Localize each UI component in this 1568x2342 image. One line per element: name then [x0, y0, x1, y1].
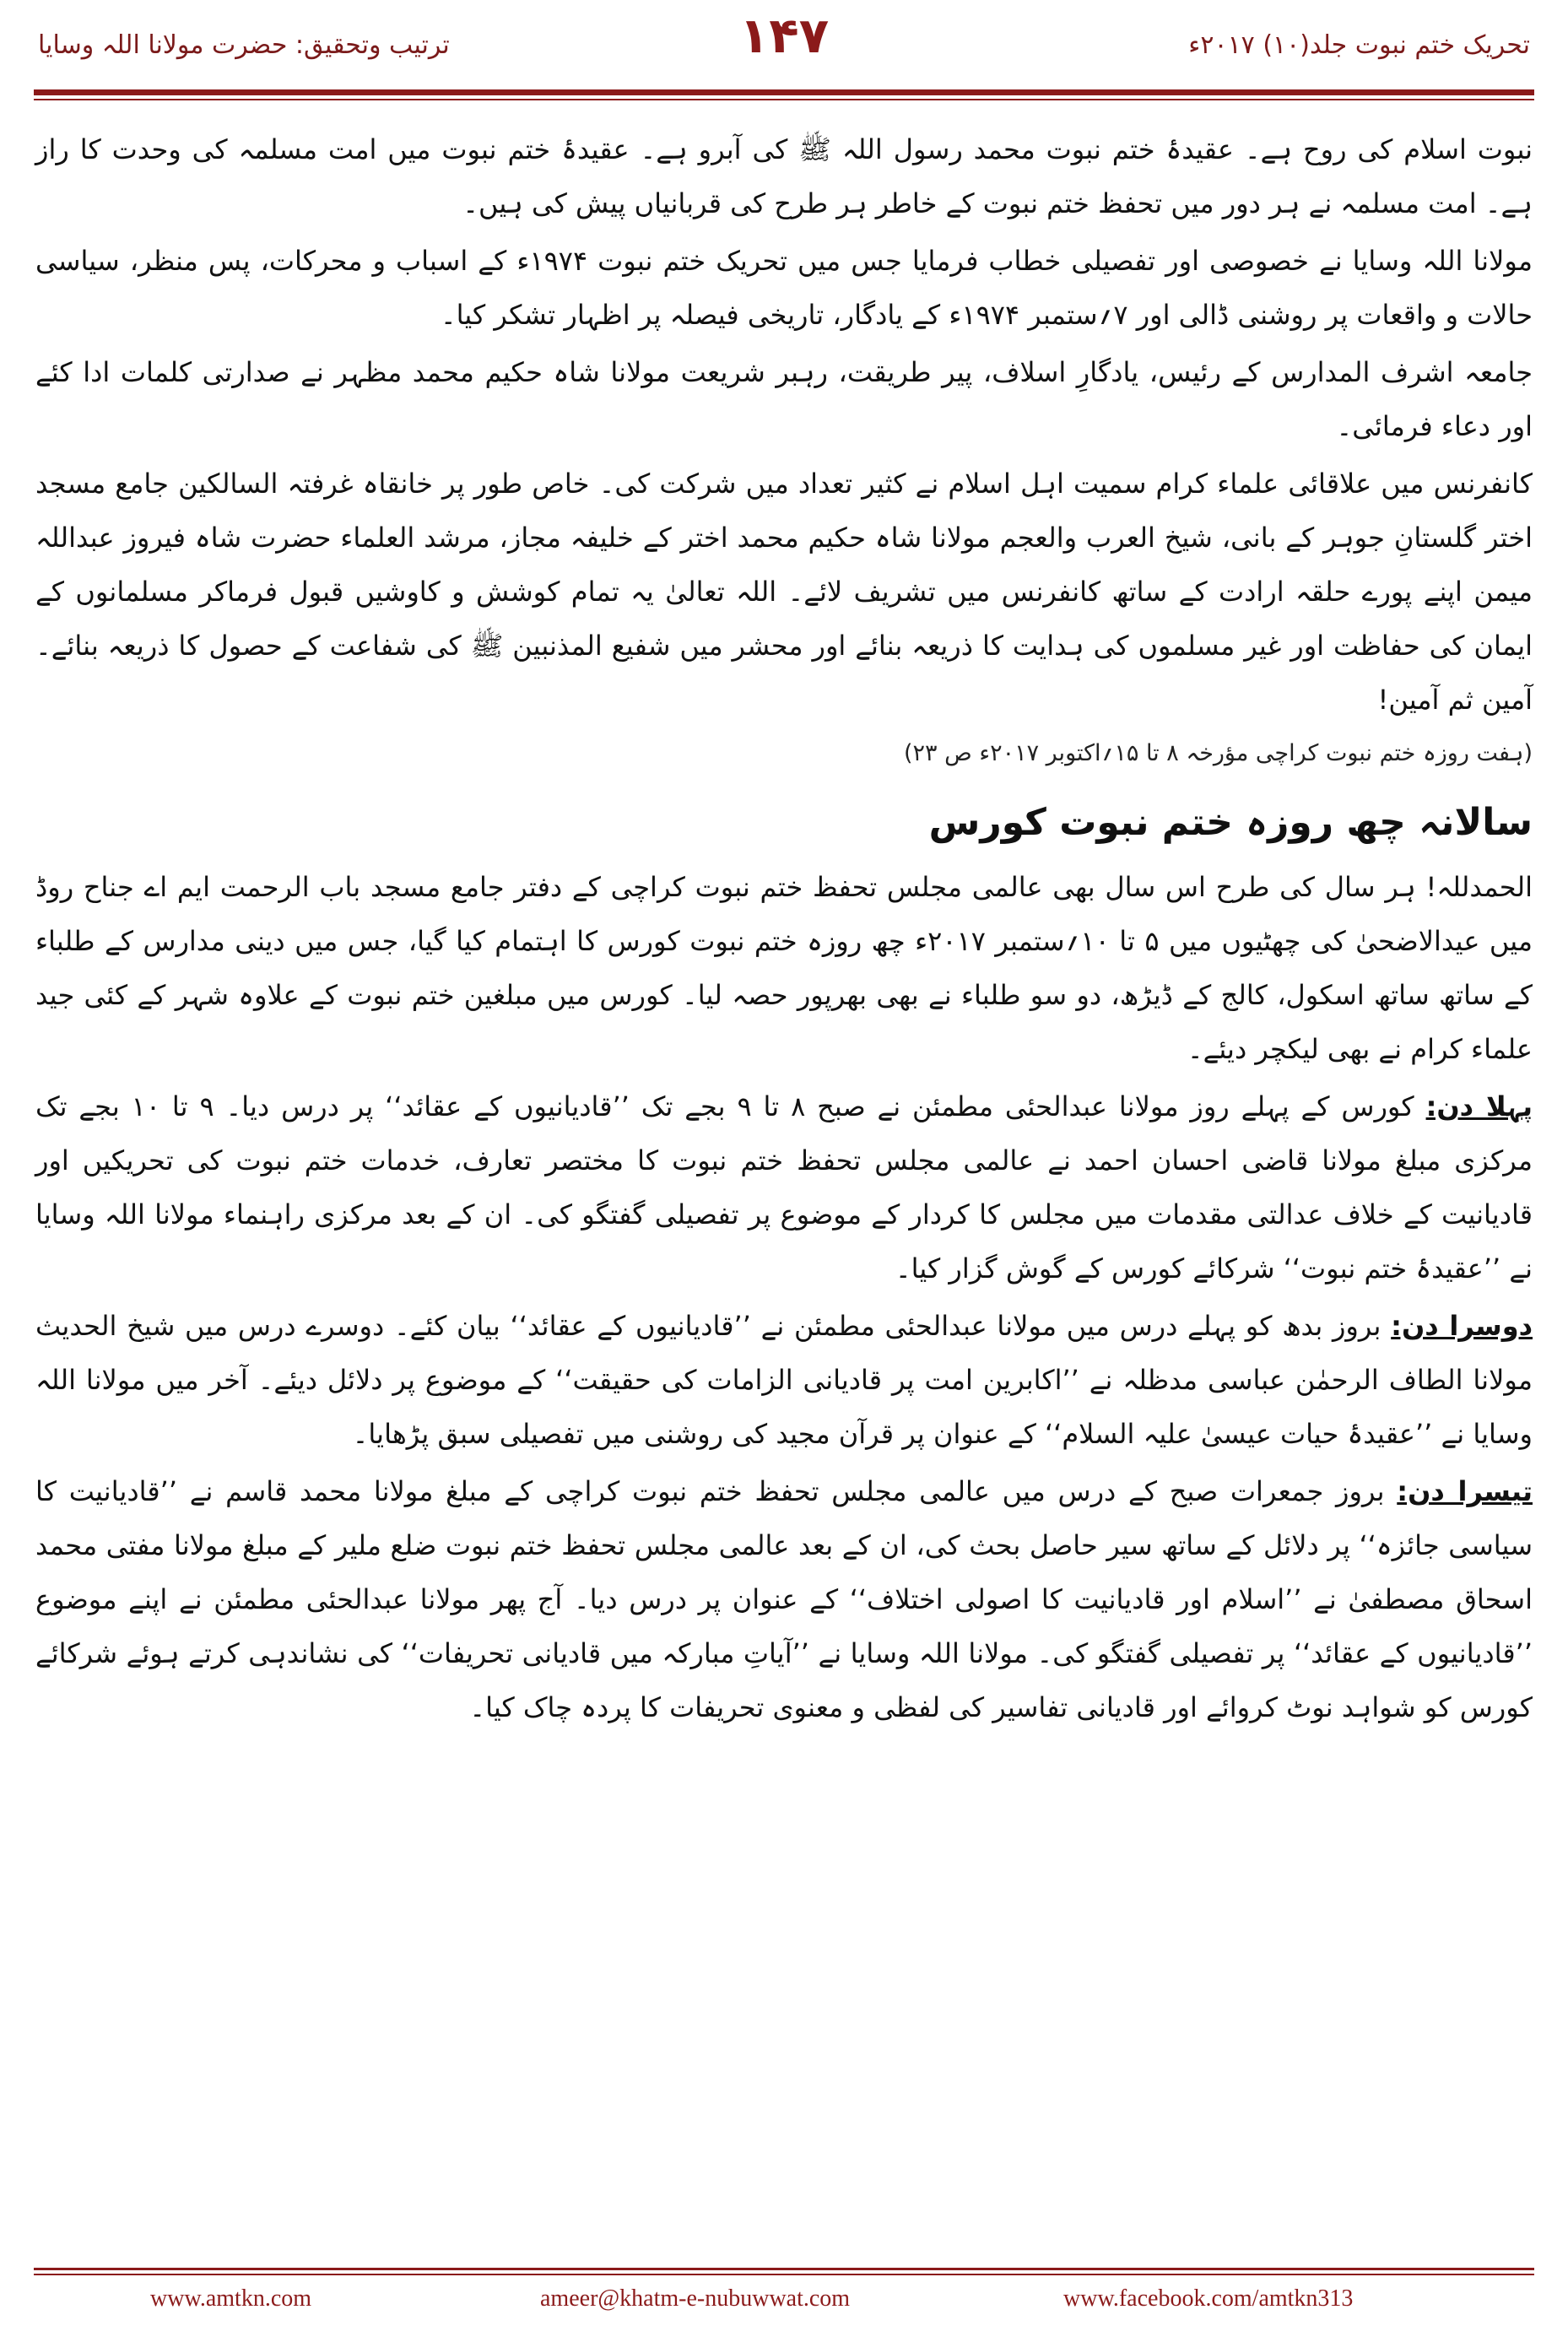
day-3-text: بروز جمعرات صبح کے درس میں عالمی مجلس تحفظ ختم نبوت کراچی کے مبلغ مولانا محمد قاسم نے ’’قادیانیت کا سیاسی جائزہ‘‘ پر دلائل کے ساتھ سیر حاصل بحث کی، ان کے بعد عالمی مجلس تحفظ ختم نبوت ضلع ملیر کے مبلغ مولانا مفتی محمد اسحاق مصطفیٰ نے ’’اسلام اور قادیانیت کا اصولی اختلاف‘‘ کے عنوان پر درس دیا۔ آج پھر مولانا عبدالحئی مطمئن نے اپنے موضوع ’’قادیانیوں کے عقائد‘‘ پر تفصیلی گفتگو کی۔ مولانا اللہ وسایا نے ’’آیاتِ مبارکہ میں قادیانی تحریفات‘‘ کی نشاندہی کرتے ہوئے شرکائے کورس کو شواہد نوٹ کروائے اور قادیانی تفاسیر کی لفظی و معنوی تحریفات کا پردہ چاک کیا۔	[35, 1475, 1533, 1723]
day-1-label: پہلا دن:	[1425, 1090, 1533, 1122]
paragraph-day-2	[35, 1299, 1533, 1461]
footer-website-link[interactable]: www.amtkn.com	[150, 2285, 312, 2312]
source-reference: (ہفت روزہ ختم نبوت کراچی مؤرخہ ۸ تا ۱۵؍اکتوبر ۲۰۱۷ء ص ۲۳)	[903, 740, 1533, 766]
page-number: ۱۴۷	[738, 7, 830, 64]
paragraph-course-intro: الحمدللہ! ہر سال کی طرح اس سال بھی عالمی مجلس تحفظ ختم نبوت کراچی کے دفتر جامع مسجد باب الرحمت ایم اے جناح روڈ میں عیدالاضحیٰ کی چھٹیوں میں ۵ تا ۱۰؍ستمبر ۲۰۱۷ء چھ روزہ ختم نبوت کورس کا اہتمام کیا گیا، جس میں دینی مدارس کے طلباء کے ساتھ ساتھ اسکول، کالج کے ڈیڑھ، دو سو طلباء نے بھی بھرپور حصہ لیا۔ کورس میں مبلغین ختم نبوت کے علاوہ شہر کے کئی جید علماء کرام نے بھی لیکچر دیئے۔	[35, 871, 1533, 1065]
day-1-text: کورس کے پہلے روز مولانا عبدالحئی مطمئن نے صبح ۸ تا ۹ بجے تک ’’قادیانیوں کے عقائد‘‘ پر درس دیا۔ ۹ تا ۱۰ بجے تک مرکزی مبلغ مولانا قاضی احسان احمد نے عالمی مجلس تحفظ ختم نبوت کا مختصر تعارف، خدمات ختم نبوت کی تحریکیں اور قادیانیت کے خلاف عدالتی مقدمات میں مجلس کا کردار کے موضوع پر تفصیلی گفتگو کی۔ ان کے بعد مرکزی راہنماء مولانا اللہ وسایا نے ’’عقیدۂ ختم نبوت‘‘ شرکائے کورس کے گوش گزار کیا۔	[35, 1090, 1533, 1285]
day-2-label: دوسرا دن:	[1391, 1310, 1533, 1342]
paragraph-day-3	[35, 1464, 1533, 1734]
body-text	[35, 122, 1533, 1738]
section-heading: سالانہ چھ روزہ ختم نبوت کورس	[928, 801, 1533, 844]
footer-email-link[interactable]: ameer@khatm-e-nubuwwat.com	[540, 2285, 851, 2312]
footer-rule-thin	[34, 2274, 1534, 2275]
paragraph-intro: نبوت اسلام کی روح ہے۔ عقیدۂ ختم نبوت محمد رسول اللہ ﷺ کی آبرو ہے۔ عقیدۂ ختم نبوت میں امت مسلمہ کی وحدت کا راز ہے۔ امت مسلمہ نے ہر دور میں تحفظ ختم نبوت کے خاطر ہر طرح کی قربانیاں پیش کی ہیں۔	[35, 133, 1533, 219]
header-rule-thick	[34, 89, 1534, 95]
page-footer	[0, 2282, 1568, 2316]
running-header-compiler: ترتیب وتحقیق: حضرت مولانا اللہ وسایا	[38, 30, 450, 60]
header-rule-thin	[34, 99, 1534, 100]
running-header-title: تحریک ختم نبوت جلد(۱۰) ۲۰۱۷ء	[1188, 30, 1530, 60]
paragraph-day-1	[35, 1079, 1533, 1295]
footer-facebook-link[interactable]: www.facebook.com/amtkn313	[1063, 2285, 1354, 2312]
paragraph-presidency: جامعہ اشرف المدارس کے رئیس، یادگارِ اسلاف، پیر طریقت، رہبر شریعت مولانا شاہ حکیم محمد مظہر نے صدارتی کلمات ادا کئے اور دعاء فرمائی۔	[35, 356, 1533, 442]
day-3-label: تیسرا دن:	[1397, 1475, 1533, 1507]
paragraph-speech: مولانا اللہ وسایا نے خصوصی اور تفصیلی خطاب فرمایا جس میں تحریک ختم نبوت ۱۹۷۴ء کے اسباب و محرکات، پس منظر، سیاسی حالات و واقعات پر روشنی ڈالی اور ۷؍ستمبر ۱۹۷۴ء کے یادگار، تاریخی فیصلہ پر اظہار تشکر کیا۔	[35, 245, 1533, 331]
day-2-text: بروز بدھ کو پہلے درس میں مولانا عبدالحئی مطمئن نے ’’قادیانیوں کے عقائد‘‘ بیان کئے۔ دوسرے درس میں شیخ الحدیث مولانا الطاف الرحمٰن عباسی مدظلہ نے ’’اکابرین امت پر قادیانی الزامات کی حقیقت‘‘ کے موضوع پر دلائل دیئے۔ آخر میں مولانا اللہ وسایا نے ’’عقیدۂ حیات عیسیٰ علیہ السلام‘‘ کے عنوان پر قرآن مجید کی روشنی میں تفصیلی سبق پڑھایا۔	[35, 1310, 1533, 1450]
footer-rule-thick	[34, 2268, 1534, 2270]
paragraph-conference: کانفرنس میں علاقائی علماء کرام سمیت اہل اسلام نے کثیر تعداد میں شرکت کی۔ خاص طور پر خانقاہ غرفتہ السالکین جامع مسجد اختر گلستانِ جوہر کے بانی، شیخ العرب والعجم مولانا شاہ حکیم محمد اختر کے خلیفہ مجاز، مرشد العلماء حضرت شاہ فیروز عبداللہ میمن اپنے پورے حلقہ ارادت کے ساتھ کانفرنس میں تشریف لائے۔ اللہ تعالیٰ یہ تمام کوشش و کاوشیں قبول فرماکر مسلمانوں کے ایمان کی حفاظت اور غیر مسلموں کی ہدایت کا ذریعہ بنائے اور محشر میں شفیع المذنبین ﷺ کی شفاعت کے حصول کا ذریعہ بنائے۔ آمین ثم آمین!	[35, 468, 1533, 716]
